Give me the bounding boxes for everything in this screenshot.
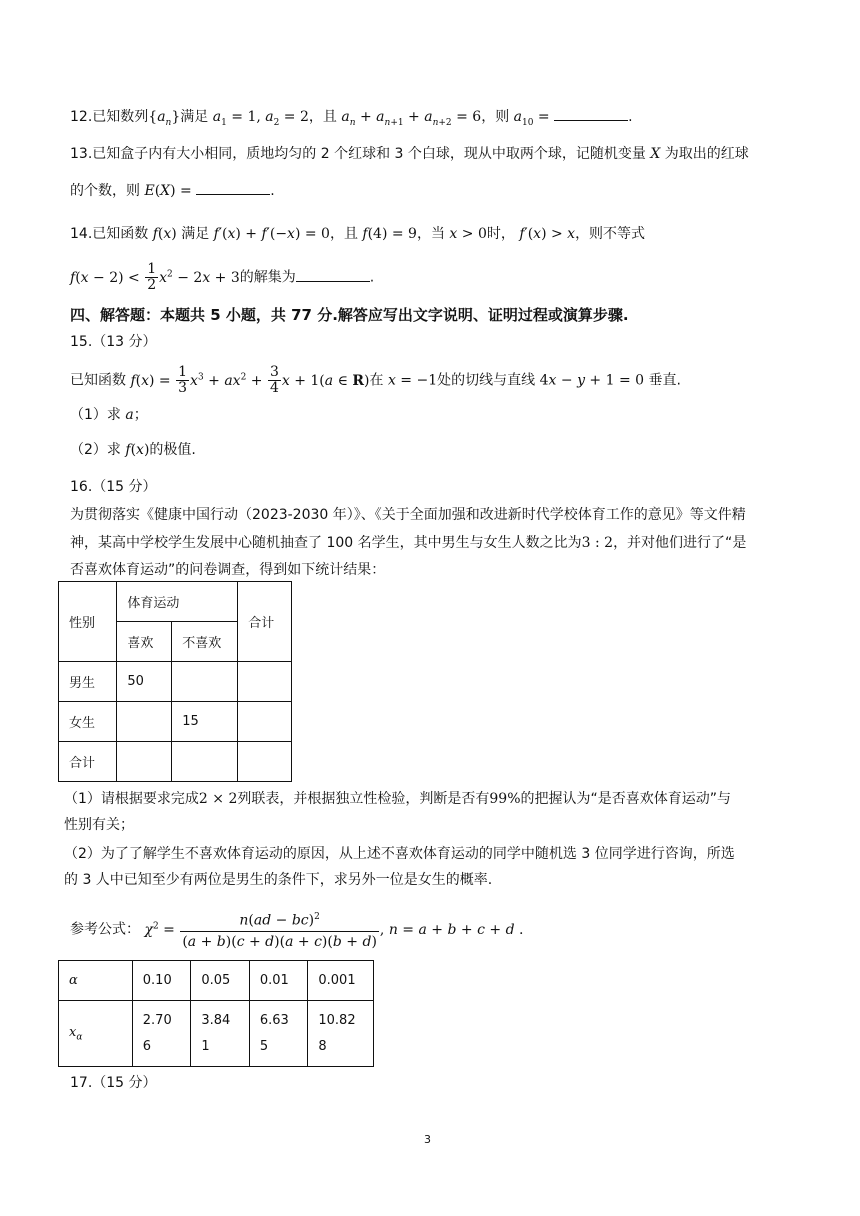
chi-square-formula: $\chi^2$ = $\frac{n(ad - bc)^2}{(a + b)(c + d)(a + c)(b + d)}$ , n = a + b + c + d . [144,922,523,938]
q14-text-b: 满足 [181,226,210,242]
q13-line2-text-a: 的个数，则 [70,183,140,199]
cell-like[interactable] [117,742,172,782]
q16-formula [70,906,523,952]
q14-line2 [70,258,374,294]
q16-confidence: 99% [489,791,521,807]
alpha-value: 0.10 [132,961,191,1001]
q17-header: 17.（15 分） [70,1075,157,1091]
q15-stem-text-c: 处的切线与直线 [437,372,536,389]
q14-line1 [70,224,645,244]
q12-text-c: ，且 [308,109,337,125]
q15-part2-text-b: 的极值. [149,442,196,458]
q16-ratio: 3 : 2 [581,535,614,551]
q14-line2-dot: . [369,269,375,286]
q13-expectation: E(X) = [144,183,192,199]
critical-value: 6.63 5 [249,1001,308,1067]
cell-dislike[interactable]: 15 [172,702,238,742]
q16-stem-line2-a: 神，某高中学校学生发展中心随机抽查了 100 名学生，其中男生与女生人数之比为 [70,535,582,551]
header-sport: 体育运动 [117,582,238,622]
alpha-value: 0.01 [249,961,308,1001]
q13-line2 [70,180,275,201]
contingency-table [58,581,292,782]
q16-part1-line1 [64,789,731,809]
cell-dislike[interactable] [172,742,238,782]
q14-text-d: ，当 [416,226,445,242]
q12-text-a: 12.已知数列 [70,109,149,125]
q14-text-a: 14.已知函数 [70,226,149,242]
q12-line [70,106,633,133]
header-total: 合计 [238,582,292,662]
q15-point: x = −1 [387,372,438,389]
q15-part2 [70,440,196,460]
q15-part1 [70,405,148,425]
critical-value: 2.70 6 [132,1001,191,1067]
q15-stem-text-a: 已知函数 [70,372,126,389]
q14-text-c: ，且 [329,226,358,242]
q12-text-e: . [628,109,633,125]
q16-stem-line3: 否喜欢体育运动”的问卷调查，得到如下统计结果： [70,562,386,578]
q13-line1-text-b: 为取出的红球 [664,146,749,162]
q15-stem-text-b: 在 [369,372,384,389]
cell-dislike[interactable] [172,662,238,702]
critical-value: 3.84 1 [191,1001,250,1067]
table-row [59,702,292,742]
q16-part1-text-c: 的把握认为“是否喜欢体育运动”与 [520,791,732,807]
header-like: 喜欢 [117,622,172,662]
q14-text-e: 时， [486,226,515,242]
q12-sequence: $\{a_n\}$ [148,109,181,128]
row-label-x-alpha: $x_\alpha$ [59,1001,133,1067]
q15-part2-text-a: （2）求 [70,442,121,458]
row-label-alpha: α [59,961,133,1001]
q16-stem-line2 [70,533,746,553]
q15-three-quarters-fraction: $\frac{3}{4}$ [269,364,279,397]
row-label: 男生 [59,662,117,702]
cell-total[interactable] [238,742,292,782]
q15-stem-text-d: 垂直. [648,372,681,389]
q16-part2-line1: （2）为了了解学生不喜欢体育运动的原因，从上述不喜欢体育运动的同学中随机选 3 位同学进行咨询，所选 [64,846,735,862]
q14-condition-2: f(4) = 9 [362,226,417,242]
q12-text-d: ，则 [481,109,510,125]
q14-line2-text: 的解集为 [239,269,296,286]
q15-third-fraction: $\frac{1}{3}$ [178,364,188,397]
q15-header: 15.（13 分） [70,334,157,350]
cell-like[interactable] [117,702,172,742]
q16-header: 16.（15 分） [70,479,157,495]
section4-title: 四、解答题：本题共 5 小题，共 77 分.解答应写出文字说明、证明过程或演算步骤. [70,306,629,324]
q14-condition-1: f′(x) + f′(−x) = 0 [213,226,330,242]
header-dislike: 不喜欢 [172,622,238,662]
cell-total[interactable] [238,702,292,742]
q15-fx: f(x) [125,442,150,458]
header-gender: 性别 [59,582,117,662]
chi-square-fraction: $\frac{n(ad - bc)^2}{(a + b)(c + d)(a + c)(b + d)}$ [180,907,379,952]
q15-line-equation: 4x − y + 1 = 0 [539,372,645,389]
q15-part1-text-a: （1）求 [70,407,121,423]
q16-part1-text-a: （1）请根据要求完成 [64,791,199,807]
table-row [59,662,292,702]
q14-inequality: f(x − 2) < $\frac{1}{2}$ $x^2 - 2x + 3$ [70,261,240,294]
q15-var-a: a [125,407,134,423]
q14-half-fraction: $\frac{1}{2}$ [147,261,157,294]
alpha-value: 0.05 [191,961,250,1001]
q14-answer-blank[interactable] [296,267,370,282]
q14-condition-4: f′(x) > x [519,226,576,242]
q13-line1 [70,144,749,164]
q12-answer-blank[interactable] [554,106,628,121]
q16-table-size: 2 × 2 [198,791,238,807]
q12-target: $a_{10}$ = [513,109,550,128]
cell-total[interactable] [238,662,292,702]
critical-value: 10.82 8 [308,1001,374,1067]
q12-text-b: 满足 [180,109,209,125]
page-number: 3 [424,1133,431,1146]
q13-var-x: X [650,146,661,162]
q14-fx: f(x) [152,226,177,242]
q14-text-f: ，则不等式 [575,226,646,242]
table-row [59,742,292,782]
q16-part2-line2: 的 3 人中已知至少有两位是男生的条件下，求另外一位是女生的概率. [64,872,493,888]
q16-part1-text-b: 列联表，并根据独立性检验，判断是否有 [237,791,490,807]
row-label: 合计 [59,742,117,782]
q13-line2-text-b: . [270,183,275,199]
q15-part1-text-b: ； [133,407,148,423]
q12-initial: $a_1 = 1$, $a_2 = 2$ [212,109,309,128]
alpha-value: 0.001 [308,961,374,1001]
q12-recurrence: $a_n + a_{n+1} + a_{n+2} = 6$ [341,109,482,128]
critical-value-table [58,960,374,1067]
q16-stem-line2-b: ，并对他们进行了“是 [613,535,747,551]
q15-function: f(x) = $\frac{1}{3}$ $x^3 + ax^2$ + $\frac{3}{4}$ x + 1(a ∈ R) [130,364,370,397]
row-label: 女生 [59,702,117,742]
q13-answer-blank[interactable] [196,180,270,195]
q16-formula-label: 参考公式： [70,921,140,938]
q13-line1-text: 13.已知盒子内有大小相同，质地均匀的 2 个红球和 3 个白球，现从中取两个球，记随机变量 [70,146,646,162]
q16-part1-line2: 性别有关； [64,817,134,833]
q14-condition-3: x > 0 [449,226,487,242]
q15-stem [70,360,681,398]
q16-stem-line1: 为贯彻落实《健康中国行动（2023-2030 年）》、《关于全面加强和改进新时代学校体育工作的意见》等文件精 [70,507,746,523]
cell-like[interactable]: 50 [117,662,172,702]
